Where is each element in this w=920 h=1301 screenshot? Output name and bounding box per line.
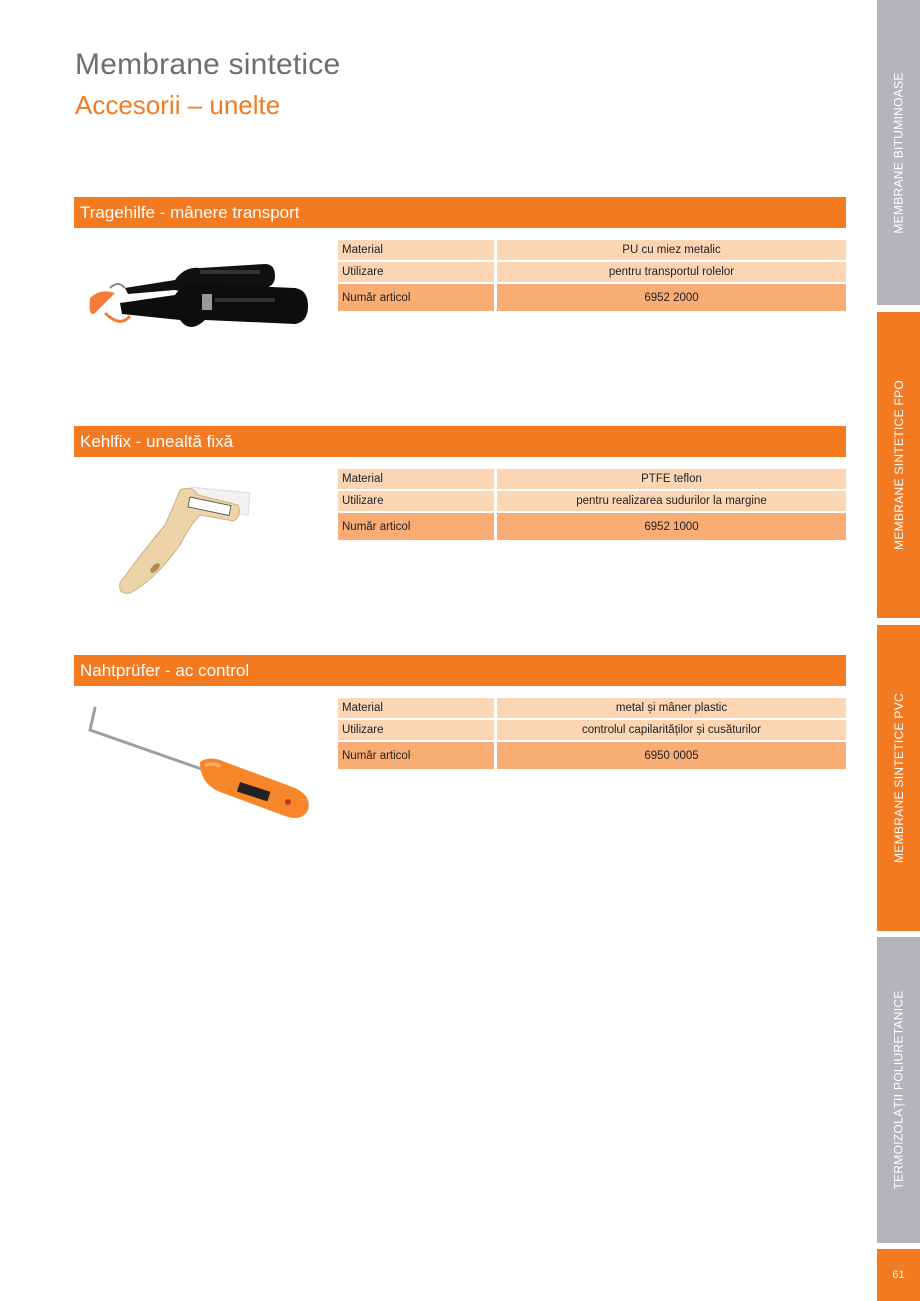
sidebar-tab-termoizolatii-poliuretanice[interactable]	[877, 937, 920, 1243]
spec-value: pentru realizarea sudurilor la margine	[497, 491, 846, 511]
sidebar-tab-label: TERMOIZOLAȚII POLIURETANICE	[891, 990, 906, 1190]
spec-label: Număr articol	[338, 284, 494, 311]
wooden-handle	[120, 488, 240, 593]
spec-row-material	[338, 469, 846, 489]
section-header-kehlfix: Kehlfix - unealtă fixă	[74, 426, 846, 457]
spec-value: 6950 0005	[497, 742, 846, 769]
spec-label: Material	[338, 698, 494, 718]
seam-probe-image	[80, 700, 320, 830]
spec-value: 6952 2000	[497, 284, 846, 311]
sidebar-tab-membrane-sintetice-pvc[interactable]	[877, 625, 920, 931]
carrying-handles-image	[80, 258, 320, 338]
spec-label: Material	[338, 469, 494, 489]
spec-table-kehlfix	[338, 469, 846, 542]
page-title: Membrane sintetice	[75, 48, 341, 81]
spec-row-usage	[338, 720, 846, 740]
spec-table-tragehilfe	[338, 240, 846, 313]
spec-label: Utilizare	[338, 491, 494, 511]
spec-row-usage	[338, 491, 846, 511]
page-subtitle: Accesorii – unelte	[75, 90, 281, 120]
spec-row-usage	[338, 262, 846, 282]
spec-value: controlul capilarităților și cusăturilor	[497, 720, 846, 740]
spec-row-material	[338, 698, 846, 718]
spec-value: metal și mâner plastic	[497, 698, 846, 718]
orange-handle	[200, 759, 309, 819]
spec-label: Utilizare	[338, 262, 494, 282]
sidebar-tab-label: MEMBRANE SINTETICE FPO	[891, 380, 906, 550]
spec-value: pentru transportul rolelor	[497, 262, 846, 282]
spec-label: Utilizare	[338, 720, 494, 740]
spec-label: Număr articol	[338, 513, 494, 540]
spec-row-material	[338, 240, 846, 260]
spec-value: PU cu miez metalic	[497, 240, 846, 260]
page-number: 61	[877, 1249, 920, 1301]
spec-row-article	[338, 742, 846, 769]
spec-value: 6952 1000	[497, 513, 846, 540]
section-header-tragehilfe: Tragehilfe - mânere transport	[74, 197, 846, 228]
sidebar-tab-membrane-bituminoase[interactable]	[877, 0, 920, 305]
spec-label: Număr articol	[338, 742, 494, 769]
spec-row-article	[338, 513, 846, 540]
metal-needle	[90, 708, 210, 772]
sidebar-tab-membrane-sintetice-fpo[interactable]	[877, 312, 920, 618]
spec-table-nahtpruefer	[338, 698, 846, 771]
section-header-nahtpruefer: Nahtprüfer - ac control	[74, 655, 846, 686]
spec-value: PTFE teflon	[497, 469, 846, 489]
sidebar-tab-label: MEMBRANE BITUMINOASE	[891, 71, 906, 234]
kehlfix-tool-image	[110, 475, 270, 605]
spec-label: Material	[338, 240, 494, 260]
sidebar-tab-label: MEMBRANE SINTETICE PVC	[891, 693, 906, 863]
spec-row-article	[338, 284, 846, 311]
